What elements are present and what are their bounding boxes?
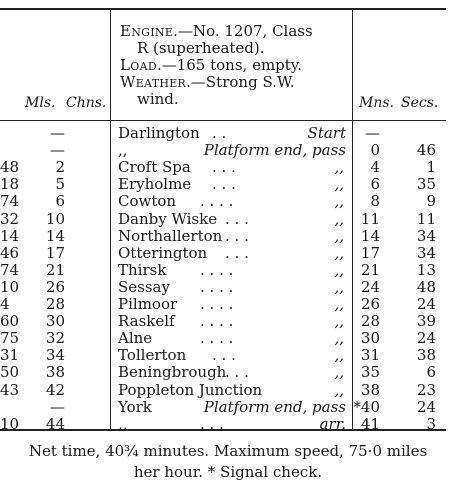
leader-dots: . . .	[225, 243, 249, 262]
minutes-cell: 26	[360, 295, 380, 313]
top-rule	[0, 8, 446, 10]
note-cell: ,,	[334, 226, 344, 245]
miles-cell: 5	[55, 175, 65, 194]
miles-cell: 6	[55, 192, 65, 211]
minutes-cell: 38	[360, 380, 380, 399]
table-row	[0, 295, 456, 312]
load-line: Load.—165 tons, empty.	[120, 56, 303, 74]
miles-cell: —	[50, 141, 65, 160]
station-cell: Darlington	[118, 124, 200, 142]
note-cell: ,,	[334, 295, 344, 313]
note-cell: Platform end, pass	[203, 141, 346, 160]
seconds-cell: 24	[416, 329, 436, 348]
chains-cell: 74	[0, 260, 20, 279]
table-row	[0, 227, 456, 244]
minutes-cell: 31	[360, 346, 380, 365]
table-row	[0, 175, 456, 192]
station-cell: Croft Spa	[118, 158, 191, 177]
chains-cell: 14	[0, 226, 20, 245]
note-cell: ,,	[334, 312, 344, 331]
miles-cell: 38	[45, 363, 65, 382]
seconds-header: Secs.	[401, 95, 439, 111]
minutes-cell: 21	[360, 260, 380, 279]
note-cell: ,,	[334, 158, 344, 177]
station-cell: Poppleton Junction	[118, 380, 263, 399]
station-cell: Thirsk	[118, 260, 167, 279]
chains-cell: 60	[0, 312, 20, 331]
note-cell: ,,	[334, 329, 344, 348]
table-row	[0, 329, 456, 346]
minutes-cell: 24	[360, 277, 380, 296]
miles-cell: —	[50, 124, 65, 142]
minutes-cell: 41	[360, 414, 380, 433]
station-cell: Alne	[118, 329, 153, 348]
table-row	[0, 346, 456, 363]
leader-dots: . . . .	[200, 260, 234, 279]
note-cell: Platform end, pass	[203, 397, 346, 416]
station-cell: Otterington	[118, 243, 208, 262]
miles-cell: 14	[45, 226, 65, 245]
seconds-cell: 6	[426, 363, 436, 382]
weather-line-2: wind.	[137, 90, 179, 108]
seconds-cell: 46	[416, 141, 436, 160]
minutes-cell: 0	[370, 141, 380, 160]
station-cell: Pilmoor	[118, 295, 178, 313]
seconds-cell: 24	[416, 295, 436, 313]
station-cell: ,,	[118, 141, 128, 160]
table-row	[0, 381, 456, 398]
note-cell: ,,	[334, 363, 344, 382]
table-row	[0, 244, 456, 261]
note-cell: ,,	[334, 346, 344, 365]
leader-dots: . . .	[225, 226, 249, 245]
station-cell: Danby Wiske	[118, 209, 218, 228]
table-row	[0, 261, 456, 278]
chains-cell: 4	[0, 295, 10, 313]
minutes-cell: 4	[370, 158, 380, 177]
note-cell: ,,	[334, 260, 344, 279]
minutes-cell: 30	[360, 329, 380, 348]
note-cell: ,,	[334, 175, 344, 194]
miles-cell: 42	[45, 380, 65, 399]
note-cell: ,,	[334, 277, 344, 296]
chains-header: Chns.	[66, 95, 107, 111]
leader-dots: . . .	[225, 363, 249, 382]
miles-cell: 30	[45, 312, 65, 331]
seconds-cell: 38	[416, 346, 436, 365]
seconds-cell: 13	[416, 260, 436, 279]
note-cell: ,,	[334, 209, 344, 228]
leader-dots: . . . .	[200, 329, 234, 348]
minutes-cell: 28	[360, 312, 380, 331]
footer-line-2: her hour. * Signal check.	[133, 463, 323, 481]
seconds-cell: 11	[416, 209, 436, 228]
chains-cell: 75	[0, 329, 20, 348]
leader-dots: . . .	[212, 175, 236, 194]
run-details	[120, 23, 345, 108]
minutes-cell: 6	[370, 175, 380, 194]
engine-line: Engine.—No. 1207, Class	[120, 22, 313, 40]
minutes-header: Mns.	[359, 95, 394, 111]
note-cell: ,,	[334, 380, 344, 399]
miles-cell: 44	[45, 414, 65, 433]
note-cell: arr.	[319, 414, 346, 433]
miles-header: Mls.	[25, 95, 56, 111]
minutes-cell: 35	[360, 363, 380, 382]
chains-cell: 10	[0, 277, 20, 296]
engine-line-2: R (superheated).	[137, 39, 265, 57]
leader-dots: . .	[212, 124, 227, 142]
miles-cell: 10	[45, 209, 65, 228]
minutes-cell: 11	[360, 209, 380, 228]
leader-dots: . . . .	[200, 312, 234, 331]
leader-dots: . . .	[200, 414, 224, 433]
chains-cell: 46	[0, 243, 20, 262]
seconds-cell: 48	[416, 277, 436, 296]
miles-cell: 2	[55, 158, 65, 177]
station-cell: Tollerton	[118, 346, 187, 365]
station-cell: Northallerton	[118, 226, 223, 245]
minutes-cell: —	[365, 124, 380, 142]
table-row	[0, 278, 456, 295]
note-cell: ,,	[334, 243, 344, 262]
leader-dots: . . .	[212, 346, 236, 365]
leader-dots: . . . .	[200, 192, 234, 211]
seconds-cell: 34	[416, 226, 436, 245]
note-cell: ,,	[334, 192, 344, 211]
table-row	[0, 415, 456, 432]
miles-cell: —	[50, 397, 65, 416]
seconds-cell: 3	[426, 414, 436, 433]
chains-cell: 32	[0, 209, 20, 228]
table-row	[0, 210, 456, 227]
minutes-cell: *40	[353, 397, 380, 416]
seconds-cell: 1	[426, 158, 436, 177]
miles-cell: 32	[45, 329, 65, 348]
table-row	[0, 312, 456, 329]
station-cell: Raskelf	[118, 312, 175, 331]
chains-cell: 31	[0, 346, 20, 365]
minutes-cell: 14	[360, 226, 380, 245]
seconds-cell: 9	[426, 192, 436, 211]
chains-cell: 10	[0, 414, 20, 433]
station-cell: Beningbrough	[118, 363, 227, 382]
chains-cell: 48	[0, 158, 20, 177]
table-row	[0, 363, 456, 380]
minutes-cell: 8	[370, 192, 380, 211]
leader-dots: . . . .	[200, 277, 234, 296]
miles-cell: 26	[45, 277, 65, 296]
seconds-cell: 34	[416, 243, 436, 262]
table-row	[0, 158, 456, 175]
table-row	[0, 124, 456, 141]
station-cell: Eryholme	[118, 175, 192, 194]
header-bottom-rule	[0, 120, 446, 121]
table-row	[0, 398, 456, 415]
weather-line: Weather.—Strong S.W.	[120, 73, 295, 91]
miles-cell: 21	[45, 260, 65, 279]
table-row	[0, 192, 456, 209]
station-cell: Sessay	[118, 277, 170, 296]
station-cell: Cowton	[118, 192, 177, 211]
miles-cell: 17	[45, 243, 65, 262]
leader-dots: . . .	[212, 158, 236, 177]
station-cell: York	[118, 397, 152, 416]
minutes-cell: 17	[360, 243, 380, 262]
footer-line-1: Net time, 40¾ minutes. Maximum speed, 75·0 miles	[28, 442, 428, 460]
chains-cell: 18	[0, 175, 20, 194]
chains-cell: 74	[0, 192, 20, 211]
leader-dots: . . .	[225, 209, 249, 228]
chains-cell: 43	[0, 380, 20, 399]
seconds-cell: 35	[416, 175, 436, 194]
miles-cell: 34	[45, 346, 65, 365]
station-cell: ,,	[118, 414, 128, 433]
seconds-cell: 23	[416, 380, 436, 399]
seconds-cell: 39	[416, 312, 436, 331]
table-row	[0, 141, 456, 158]
note-cell: Start	[307, 124, 346, 142]
chains-cell: 50	[0, 363, 20, 382]
seconds-cell: 24	[416, 397, 436, 416]
leader-dots: . . . .	[200, 295, 234, 313]
miles-cell: 28	[45, 295, 65, 313]
